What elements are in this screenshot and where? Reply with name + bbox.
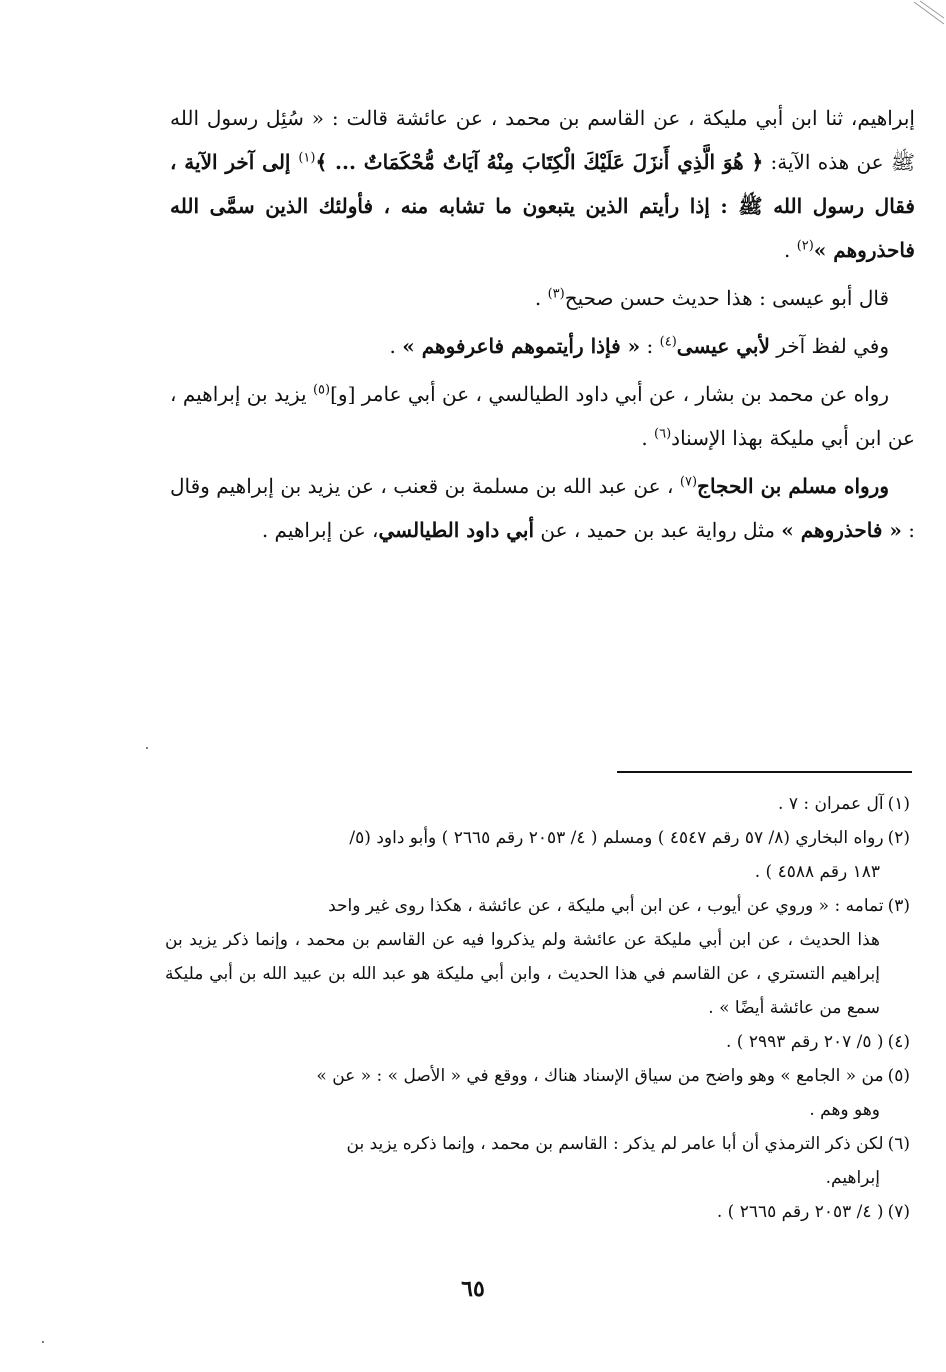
- punctuation: .: [641, 426, 655, 450]
- hadith-matn-text: إلى آخر الآية ، فقال رسول الله ﷺ : إذا رأيتم الذين يتبعون ما تشابه منه ، فأولئك الذين سمَّى الله فاحذروهم »: [170, 150, 915, 262]
- footnote-text: لكن ذكر الترمذي أن أبا عامر لم يذكر : القاسم بن محمد ، وإنما ذكره يزيد بن: [346, 1134, 884, 1154]
- footnote-5: [165, 1059, 910, 1127]
- footnote-text: ( ٤/ ٢٠٥٣ رقم ٢٦٦٥ ) .: [716, 1202, 884, 1222]
- footnote-number: (٢): [887, 828, 910, 848]
- footnote-number: (٦): [887, 1134, 910, 1154]
- footnote-ref-2: (٢): [796, 238, 814, 254]
- scan-speck: [42, 1341, 44, 1343]
- footnote-text: تمامه : « وروي عن أيوب ، عن ابن أبي مليكة ، عن عائشة ، هكذا روى غير واحد: [328, 896, 884, 916]
- paragraph-abu-isa-grading: [170, 276, 915, 320]
- narration-text: رواه عن محمد بن بشار ، عن أبي داود الطيالسي ، عن أبي عامر [و]: [330, 382, 889, 406]
- footnote-ref-4: (٤): [659, 334, 677, 350]
- footnote-number: (١): [887, 794, 910, 814]
- narration-text-end: ، عن إبراهيم .: [261, 518, 379, 542]
- paragraph-hadith-report: [170, 96, 915, 272]
- punctuation: .: [534, 286, 548, 310]
- footnote-number: (٣): [887, 896, 910, 916]
- punctuation: .: [389, 334, 403, 358]
- footnote-text-cont: إبراهيم.: [825, 1168, 880, 1188]
- footnote-3: [165, 889, 910, 1025]
- footnote-ref-3: (٣): [547, 286, 565, 302]
- quoted-wording: « فإذا رأيتموهم فاعرفوهم »: [402, 334, 641, 358]
- footnote-ref-5: (٥): [312, 382, 331, 398]
- wording-intro-text: وفي لفظ آخر: [769, 334, 889, 358]
- punctuation: :: [640, 334, 660, 358]
- grading-text: قال أبو عيسى : هذا حديث حسن صحيح: [564, 286, 889, 310]
- narration-text-cont: مثل رواية عبد بن حميد ، عن: [534, 518, 782, 542]
- footnote-6: [165, 1127, 910, 1195]
- footnote-text: آل عمران : ٧ .: [778, 794, 884, 814]
- footnote-text-cont: وهو وهم .: [809, 1100, 880, 1120]
- narration-text-cont: يزيد بن إبراهيم ، عن ابن أبي مليكة بهذا الإسناد: [170, 382, 915, 450]
- footnote-text: من « الجامع » وهو واضح من سياق الإسناد هناك ، ووقع في « الأصل » : « عن »: [316, 1066, 884, 1086]
- footnote-2: [165, 821, 910, 889]
- paragraph-narration-chain: [170, 372, 915, 460]
- scan-speck: [146, 747, 148, 749]
- footnote-number: (٧): [887, 1202, 910, 1222]
- footnote-text-cont: ١٨٣ رقم ٤٥٨٨ ) .: [754, 862, 880, 882]
- paragraph-muslim-narration: [170, 464, 915, 552]
- folded-corner-mark: [906, 0, 946, 30]
- footnote-4: [165, 1025, 910, 1059]
- narrator-name: أبي داود الطيالسي: [378, 518, 535, 542]
- footnote-number: (٤): [887, 1032, 910, 1052]
- footnote-number: (٥): [887, 1066, 910, 1086]
- footnote-ref-1: (١): [298, 150, 316, 166]
- footnote-ref-7: (٧): [679, 474, 698, 490]
- footnote-separator: [617, 771, 912, 773]
- footnote-7: [165, 1195, 910, 1229]
- punctuation: .: [783, 238, 797, 262]
- quran-verse: ﴿ هُوَ الَّذِي أَنزَلَ عَلَيْكَ الْكِتَابَ مِنْهُ آيَاتٌ مُّحْكَمَاتٌ ... ﴾: [315, 150, 764, 174]
- paragraph-other-wording: [170, 324, 915, 368]
- main-text: [170, 96, 915, 552]
- narration-text: ، عن عبد الله بن مسلمة بن قعنب ، عن يزيد بن إبراهيم وقال :: [170, 474, 915, 542]
- footnote-text-cont: هذا الحديث ، عن ابن أبي مليكة عن عائشة ولم يذكروا فيه عن القاسم بن محمد ، وإنما ذكر يزيد بن إبراهيم التستري ، عن القاسم في هذا الحديث ، وابن أبي مليكة هو عبد الله بن عبيد الله بن أبي مليكة سمع من عائشة أيضًا » .: [165, 930, 880, 1018]
- abu-isa-label: لأبي عيسى: [676, 334, 770, 358]
- quoted-wording: « فاحذروهم »: [781, 518, 902, 542]
- footnote-text: ( ٥/ ٢٠٧ رقم ٢٩٩٣ ) .: [726, 1032, 884, 1052]
- footnotes: [165, 787, 910, 1229]
- muslim-name: ورواه مسلم بن الحجاج: [697, 474, 889, 498]
- page-number: ٦٥: [461, 1276, 485, 1302]
- footnote-ref-6: (٦): [654, 426, 672, 442]
- footnote-text: رواه البخاري (٨/ ٥٧ رقم ٤٥٤٧ ) ومسلم ( ٤/ ٢٠٥٣ رقم ٢٦٦٥ ) وأبو داود (٥/: [349, 828, 884, 848]
- footnote-1: [165, 787, 910, 821]
- hadith-isnad-text: إبراهيم، ثنا ابن أبي مليكة ، عن القاسم بن محمد ، عن عائشة قالت : « سُئِل رسول الله ﷺ عن هذه الآية:: [170, 106, 916, 174]
